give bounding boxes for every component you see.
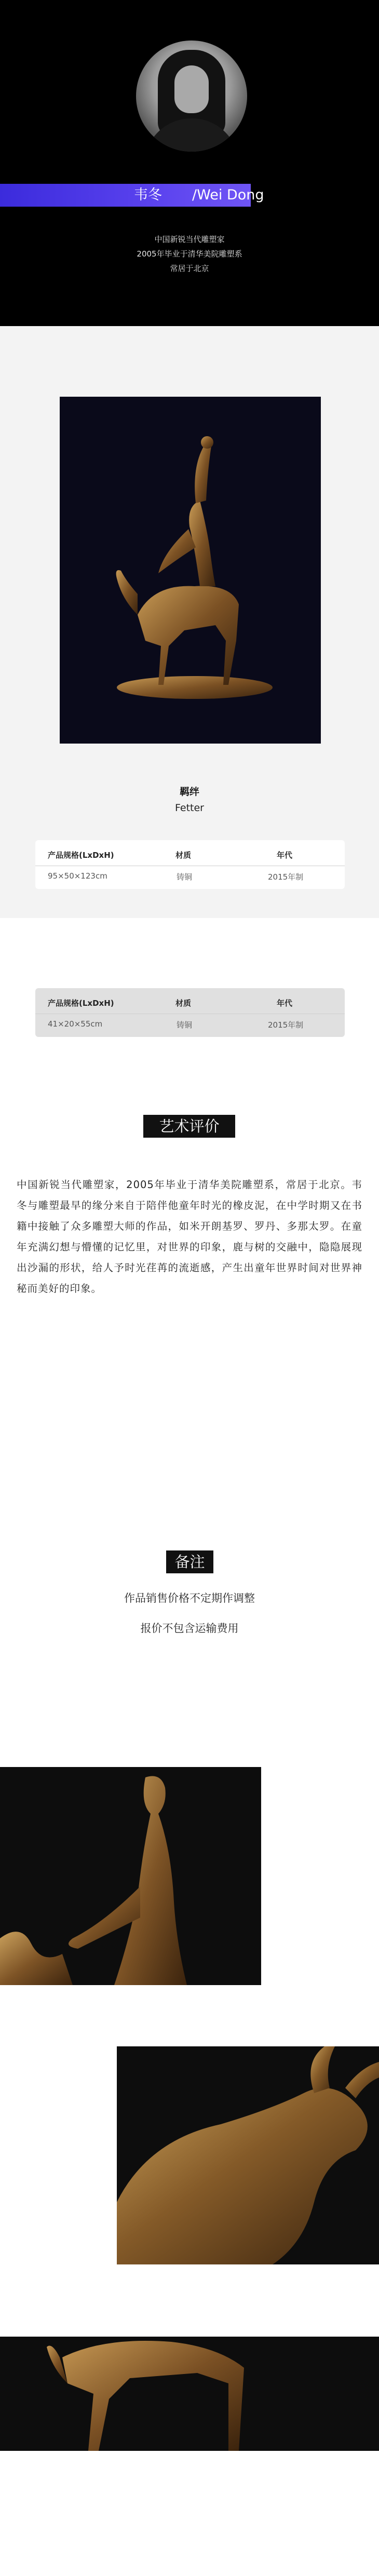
artist-name-cn: 韦冬 (134, 187, 162, 203)
spec-value-year: 2015年制 (268, 1020, 304, 1030)
spec-table (35, 840, 345, 889)
artist-avatar (136, 41, 247, 152)
spec-value-material: 铸铜 (177, 1020, 193, 1030)
artist-bio-line: 常居于北京 (170, 264, 209, 273)
artist-name-en: /Wei Dong (192, 187, 264, 203)
review-heading: 艺术评价 (143, 1115, 235, 1138)
notes-heading: 备注 (166, 1550, 213, 1573)
note-line: 报价不包含运输费用 (140, 1622, 239, 1635)
review-body: 中国新锐当代雕塑家，2005年毕业于清华美院雕塑系，常居于北京。韦冬与雕塑最早的缘分来自于陪伴他童年时光的橡皮泥，在中学时期又在书籍中接触了众多雕塑大师的作品，如米开朗基罗、罗丹、多那太罗。在童年充满幻想与懵懂的记忆里，对世界的印象，鹿与树的交融中，隐隐展现出沙漏的形状，给人予时光荏苒的流逝感，产生出童年世界时间对世界神秘而美好的印象。 (17, 1179, 362, 1294)
spec-value-size: 95×50×123cm (48, 871, 107, 881)
spec-value-year: 2015年制 (268, 872, 304, 882)
artist-bio-line: 2005年毕业于清华美院雕塑系 (137, 249, 242, 259)
note-line: 作品销售价格不定期作调整 (124, 1592, 255, 1604)
artwork-title-en: Fetter (175, 802, 204, 814)
spec-table (35, 988, 345, 1037)
detail-photo-figure (0, 1767, 261, 1985)
detail-photo-legs (0, 2337, 379, 2451)
spec-header-size: 产品规格(LxDxH) (48, 999, 114, 1008)
spec-header-material: 材质 (175, 851, 192, 860)
spec-header-material: 材质 (175, 999, 192, 1008)
spec-header-year: 年代 (277, 999, 293, 1008)
spec-header-year: 年代 (277, 851, 293, 860)
artwork-photo (60, 397, 321, 744)
detail-photo-deer-head (117, 2046, 379, 2264)
artist-bio-line: 中国新锐当代雕塑家 (154, 235, 225, 244)
spec-header-size: 产品规格(LxDxH) (48, 851, 114, 860)
spec-value-material: 铸铜 (177, 872, 193, 882)
artwork-title-cn: 羁绊 (179, 786, 199, 798)
spec-value-size: 41×20×55cm (48, 1019, 103, 1029)
